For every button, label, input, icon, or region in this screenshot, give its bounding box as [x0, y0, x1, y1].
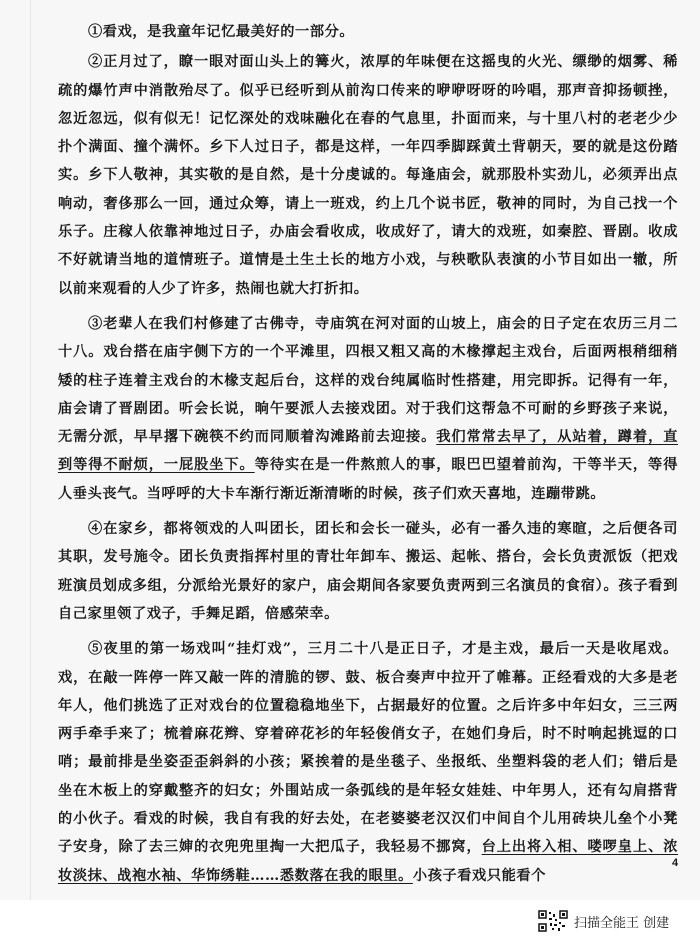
- scanner-watermark: [538, 910, 669, 932]
- qr-code-icon: [538, 910, 568, 932]
- paragraph-5: [58, 635, 678, 890]
- paragraph-3-text-b: 等待实在是一件熬煎人的事，眼巴巴望着前沟，干等半天，等得人垂头丧气。当呼呼的大卡车渐行渐近渐清晰的时候，孩子们欢天喜地，连蹦带跳。: [58, 457, 678, 502]
- paragraph-1: ①看戏，是我童年记忆最美好的一部分。: [88, 24, 355, 40]
- scanner-brand-text: 扫描全能王 创建: [574, 915, 670, 931]
- paragraph-5-underlined: 台上出将入相、喽啰皇上、浓妆淡抹、战袍水袖、华饰绣鞋……悉数落在我的眼里。: [58, 839, 678, 884]
- paragraph-5-text-a: ⑤夜里的第一场戏叫“挂灯戏”，三月二十八是正日子，才是主戏，最后一天是收尾戏。戏，在敲一阵停一阵又敲一阵的清脆的锣、鼓、板合奏声中拉开了帷幕。正经看戏的大多是老年人，他们挑选了正对戏台的位置稳稳地坐下，占据最好的位置。之后许多中年妇女，三三两两手牵手来了；梳着麻花辫、穿着碎花衫的年轻俊俏女子，在她们身后，时不时响起挑逗的口哨；最前排是坐姿歪歪斜斜的小孩；紧挨着的是坐毯子、坐报纸、坐塑料袋的老人们；错后是坐在木板上的穿戴整齐的妇女；外围站成一条弧线的是年轻女娃娃、中年男人，还有勾肩搭背的小伙子。看戏的时候，我自有我的好去处，在老婆婆老汉汉们中间自个儿用砖块儿垒个小凳子安身，除了去三婶的衣兜兜里掏一大把瓜子，我轻易不挪窝，: [58, 641, 678, 856]
- paragraph-3: [58, 310, 678, 508]
- page-number: 4: [672, 857, 679, 869]
- paragraph-4: ④在家乡，都将领戏的人叫团长，团长和会长一碰头，必有一番久违的寒暄，之后便各司其职，发号施令。团长负责指挥村里的青壮年卸车、搬运、起帐、搭台，会长负责派饭（把戏班演员划成多组，分派给光景好的家户，庙会期间各家要负责两到三名演员的食宿）。孩子看到自己家里领了戏子，手舞足蹈，倍感荣幸。: [58, 521, 678, 622]
- scan-edge-line: [30, 0, 31, 900]
- paragraph-2: ②正月过了，瞭一眼对面山头上的篝火，浓厚的年味便在这摇曳的火光、缥缈的烟雾、稀疏的爆竹声中消散殆尽了。似乎已经听到从前沟口传来的咿咿呀呀的吟唱，那声音抑扬顿挫，忽近忽远，似有似无！记忆深处的戏味融化在春的气息里，扑面而来，与十里八村的老老少少扑个满面、撞个满怀。乡下人过日子，都是这样，一年四季脚踩黄土背朝天，要的就是这份踏实。乡下人敬神，其实敬的是自然，是十分虔诚的。每逢庙会，就那股朴实劲儿，必须弄出点响动，奢侈那么一回，通过众筹，请上一班戏，约上几个说书匠，敬神的同时，为自己找一个乐子。庄稼人依靠神地过日子，办庙会看收成，收成好了，请大的戏班，如秦腔、晋剧。收成不好就请当地的道情班子。道情是土生土长的地方小戏，与秧歌队表演的小节目如出一辙，所以前来观看的人少了许多，热闹也就大打折扣。: [58, 54, 678, 297]
- paragraph-3-text-a: ③老辈人在我们村修建了古佛寺，寺庙筑在河对面的山坡上，庙会的日子定在农历三月二十八。戏台搭在庙宇侧下方的一个平滩里，四根又粗又高的木椽撑起主戏台，后面两根稍细稍矮的柱子连着主戏台的木椽支起后台，这样的戏台纯属临时性搭建，用完即拆。记得有一年，庙会请了晋剧团。听会长说，晌午要派人去接戏团。对于我们这帮急不可耐的乡野孩子来说，无需分派，早早撂下碗筷不约而同顺着沟滩路前去迎接。: [58, 315, 678, 446]
- paragraph-3-underlined: 我们常常去早了，从站着，蹲着，直到等得不耐烦，一屁股坐下。: [58, 429, 678, 474]
- article-body: [58, 18, 678, 890]
- paragraph-5-text-b: 小孩子看戏只能看个: [412, 867, 546, 884]
